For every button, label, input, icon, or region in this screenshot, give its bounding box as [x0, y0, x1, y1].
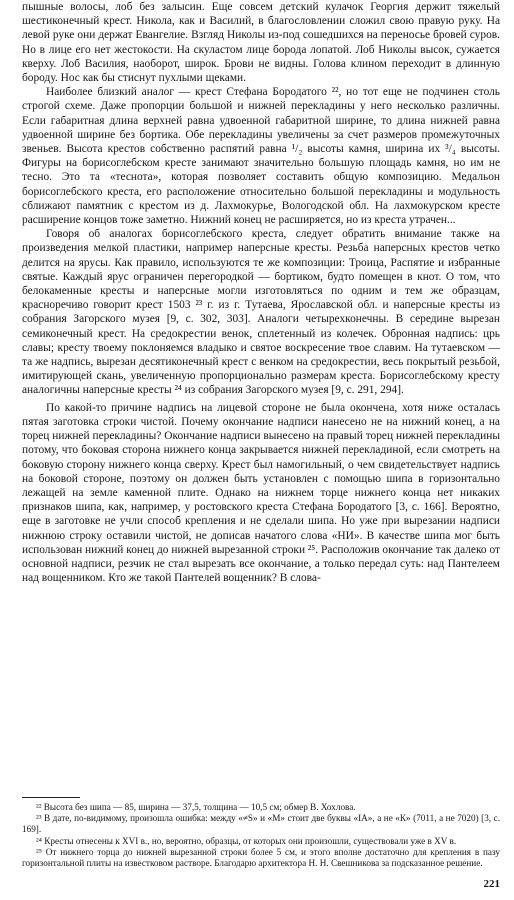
- page-number: 221: [483, 878, 500, 890]
- footnotes: [22, 802, 500, 869]
- paragraph-3: Говоря об аналогах борисоглебского креста, следует обратить внимание также на произведения мелкой пластики, например наперсные кресты. Резьба наперсных крестов четко делится на ярусы. Как правило, используются те же композиции: Троица, Распятие и избранные святые. Каждый ярус ограничен перегородкой — бортиком, будто помещен в кнот. О том, что белокаменные кресты и наперсные могли изготовляться по одним и тем же образцам, красноречиво говорит крест 1503 ²³ г. из г. Тутаева, Ярославской обл. и наперсные кресты из собрания Загорского музея [9, с. 302, 303]. Аналоги четырехконечны. В середине вырезан семиконечный крест. На средокрестии венок, сплетенный из колечек. Обронная надпись: црь славы; кресту твоему поклоняемся владыко и святое воскресение твое славим. На тутаевском — та же надпись, вырезан десятиконечный крест с венком на средокрестии, весь покрытый резьбой, имитирующей скань, увеличенную пропорционально размерам креста. Борисоглебскому кресту аналогичны наперсные кресты ²⁴ из собрания Загорского музея [9, с. 291, 294].: [22, 228, 500, 397]
- paragraph-1: пышные волосы, лоб без залысин. Еще совсем детский кулачок Георгия держит тяжелый шестиконечный крест. Никола, как и Василий, в благословлении сложил свою правую руку. На левой руке они держат Евангелие. Взгляд Николы из-под сошедшихся на переносье бровей суров. Но в лице его нет жестокости. На скуластом лице борода лопатой. Лоб Николы высок, сужается кверху. Лоб Василия, наоборот, широк. Брови не видны. Голова клином переходит в длинную бороду. Нос как бы стиснут пухлыми щеками.: [22, 1, 500, 85]
- footnote-25: ²⁵ От нижнего торца до нижней вырезанной строки более 5 см, и этого вполне достаточно для крепления в пазу горизонтальной плиты на известковом растворе. Благодарю архитектора Н. Н. Свешникова за подсказанное решение.: [22, 846, 500, 869]
- main-text: [22, 0, 500, 585]
- paragraph-2: Наиболее близкий аналог — крест Стефана Бородатого ²², но тот еще не подчинен столь строгой схеме. Даже пропорции большой и нижней перекладины у него несколько различны. Если габаритная длина верхней равна удвоенной габаритной ширине, то длина нижней равна удвоенной ширине без бортика. Обе перекладины увеличены за счет размеров промежуточных звеньев. Высота крестов собственно распятий равна ¹/₂ высоты камня, ширина их ³/₄ высоты. Фигуры на борисоглебском кресте занимают значительно большую площадь камня, но им не тесно. Это та «теснота», которая позволяет составить общую композицию. Медальон борисоглебского креста, его расположение относительно большой перекладины и модульность сближают памятник с крестом из д. Лахмокурье, Вологодской обл. На лахмокурском кресте расширение концов тоже заметно. Нижний конец не расширяется, но из креста утрачен...: [22, 86, 500, 227]
- paragraph-4: По какой-то причине надпись на лицевой стороне не была окончена, хотя ниже осталась пятая заготовка строки чистой. Почему окончание надписи нанесено не на нижний конец, а на торец нижней перекладины? Окончание надписи вынесено на правый торец нижней перекладины потому, что боковая сторона нижнего конца закрывается нижней перекладиной, если смотреть на боковую сторону нижнего конца сверху. Крест был намогильный, о чем свидетельствует надпись на боковой стороне, поэтому он должен быть установлен с помощью шипа в горизонтально лежащей на земле каменной плите. Однако на нижнем торце нижнего конца нет никаких признаков шипа, как, например, у ростовского креста Стефана Бородатого [3, с. 166]. Вероятно, еще в заготовке не учли способ крепления и не сделали шипа. Но уже при вырезании надписи нижнюю строку оставили чистой, не дописав начатого слова «НИ». В качестве шипа мог быть использован нижний конец до нижней вырезанной строки ²⁵. Расположив окончание так далеко от основной надписи, резчик не стал вырезать все окончание, а только передал суть: над Пантелеем над вощенником. Кто же такой Пантелей вощенник? В слова-: [22, 401, 500, 585]
- footnote-22: ²² Высота без шипа — 85, ширина — 37,5, толщина — 10,5 см; обмер В. Хохлова.: [36, 802, 356, 812]
- footnote-24: ²⁴ Кресты отнесены к XVI в., но, вероятно, образцы, от которых они произошли, существовали уже в XV в.: [36, 835, 457, 846]
- footnote-separator: [22, 797, 80, 798]
- footnote-23: ²³ В дате, по-видимому, произошла ошибка: между «≠S» и «М» стоит две буквы «IA», а не «К» (7011, а не 7020) [3, с. 169].: [22, 813, 500, 835]
